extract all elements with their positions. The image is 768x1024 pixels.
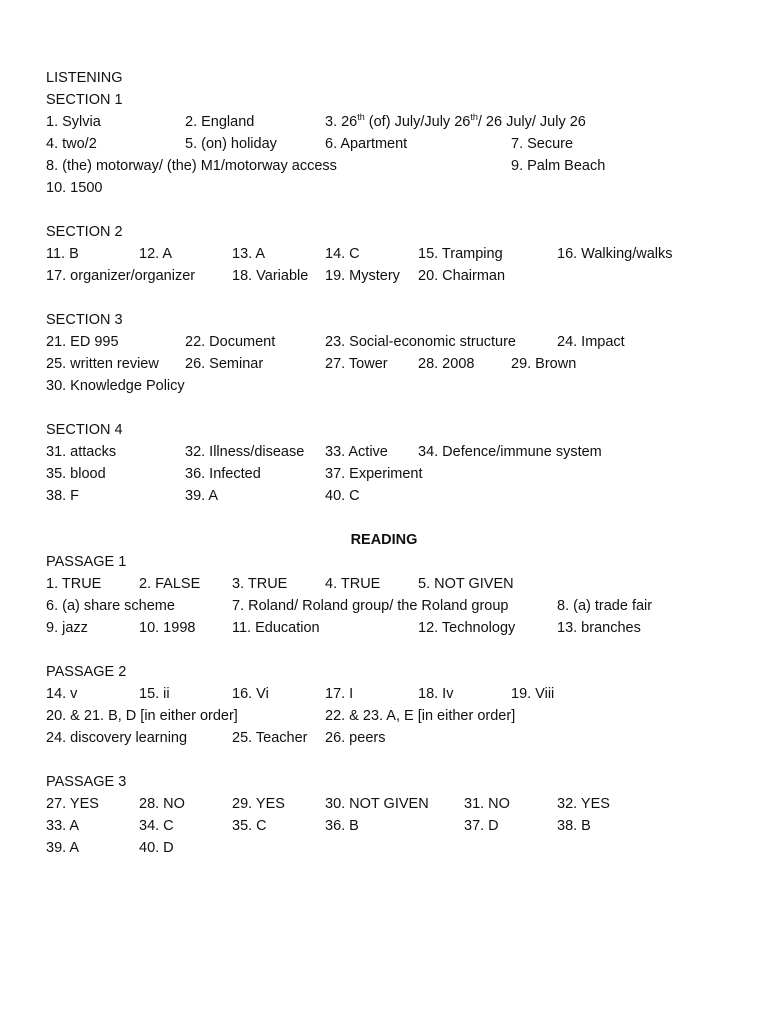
answer-15: 15. Tramping [418,246,503,262]
answer-25: 25. written review [46,356,159,372]
section-1-title: SECTION 1 [46,92,123,108]
reading-answer-5: 5. NOT GIVEN [418,576,514,592]
answer-5: 5. (on) holiday [185,136,277,152]
reading-answer-25: 25. Teacher [232,730,308,746]
answer-3-part-3: / 26 July/ July 26 [477,114,586,130]
reading-answer-17: 17. I [325,686,354,702]
answer-22: 22. Document [185,334,276,350]
section-1-row-3 [46,155,746,177]
answer-7: 7. Secure [511,136,574,152]
section-4-title: SECTION 4 [46,422,123,438]
section-4-row-2 [46,463,746,485]
answer-40: 40. C [325,488,360,504]
answer-34: 34. Defence/immune system [418,444,602,460]
answer-2: 2. England [185,114,255,130]
reading-answer-4: 4. TRUE [325,576,381,592]
reading-answer-16: 16. Vi [232,686,269,702]
reading-answer-2: 2. FALSE [139,576,201,592]
answer-12: 12. A [139,246,173,262]
reading-answer-24: 24. discovery learning [46,730,188,746]
section-1-row-4 [46,177,746,199]
answer-33: 33. Active [325,444,388,460]
answer-8: 8. (the) motorway/ (the) M1/motorway access [46,158,337,174]
reading-answer-36: 36. B [325,818,359,834]
answer-10: 10. 1500 [46,180,103,196]
answer-1: 1. Sylvia [46,114,101,130]
reading-answer-1: 1. TRUE [46,576,102,592]
answer-18: 18. Variable [232,268,309,284]
section-4-row-3 [46,485,746,507]
answer-28: 28. 2008 [418,356,475,372]
reading-answer-12: 12. Technology [418,620,516,636]
reading-title: READING [350,532,418,548]
section-1-row-1 [46,111,746,133]
passage-1-row-1 [46,573,746,595]
reading-answer-11: 11. Education [232,620,320,636]
reading-answer-31: 31. NO [464,796,510,812]
reading-answer-8: 8. (a) trade fair [557,598,653,614]
passage-2-row-1 [46,683,746,705]
passage-3-row-1 [46,793,746,815]
answer-19: 19. Mystery [325,268,400,284]
reading-answer-6: 6. (a) share scheme [46,598,175,614]
passage-3-row-2 [46,815,746,837]
answer-31: 31. attacks [46,444,117,460]
section-3-title: SECTION 3 [46,312,123,328]
section-1-row-2 [46,133,746,155]
answer-24: 24. Impact [557,334,625,350]
answer-3-part-2: (of) July/July 26 [364,114,471,130]
reading-answer-30: 30. NOT GIVEN [325,796,429,812]
answer-3 [325,111,586,133]
reading-answer-37: 37. D [464,818,499,834]
section-3-row-1 [46,331,746,353]
answer-3-sup-2: th [470,112,478,123]
reading-answer-27: 27. YES [46,796,99,812]
answer-35: 35. blood [46,466,106,482]
answer-23: 23. Social-economic structure [325,334,516,350]
answer-9: 9. Palm Beach [511,158,606,174]
passage-2-row-2 [46,705,746,727]
passage-2-title: PASSAGE 2 [46,664,127,680]
reading-answer-33: 33. A [46,818,80,834]
answer-30: 30. Knowledge Policy [46,378,185,394]
reading-answer-14: 14. v [46,686,78,702]
answer-16: 16. Walking/walks [557,246,673,262]
answer-29: 29. Brown [511,356,577,372]
reading-answer-19: 19. Viii [511,686,555,702]
reading-answer-39: 39. A [46,840,80,856]
reading-answer-35: 35. C [232,818,267,834]
section-2-row-1 [46,243,746,265]
reading-answer-26: 26. peers [325,730,386,746]
passage-2-row-3 [46,727,746,749]
reading-answer-28: 28. NO [139,796,185,812]
answer-21: 21. ED 995 [46,334,119,350]
answer-11: 11. B [46,246,79,262]
section-2-title: SECTION 2 [46,224,123,240]
reading-answer-9: 9. jazz [46,620,88,636]
listening-title: LISTENING [46,70,123,86]
reading-answer-20-21: 20. & 21. B, D [in either order] [46,708,238,724]
answer-20: 20. Chairman [418,268,506,284]
reading-answer-34: 34. C [139,818,174,834]
reading-answer-29: 29. YES [232,796,285,812]
reading-answer-7: 7. Roland/ Roland group/ the Roland group [232,598,509,614]
passage-1-row-2 [46,595,746,617]
reading-answer-40: 40. D [139,840,174,856]
answer-13: 13. A [232,246,266,262]
reading-answer-18: 18. Iv [418,686,454,702]
answer-38: 38. F [46,488,80,504]
reading-answer-13: 13. branches [557,620,641,636]
answer-17: 17. organizer/organizer [46,268,196,284]
section-3-row-2 [46,353,746,375]
reading-answer-32: 32. YES [557,796,610,812]
answer-3-part-1: 3. 26 [325,114,358,130]
passage-3-row-3 [46,837,746,859]
passage-3-title: PASSAGE 3 [46,774,127,790]
section-4-row-1 [46,441,746,463]
answer-36: 36. Infected [185,466,261,482]
passage-1-title: PASSAGE 1 [46,554,127,570]
reading-answer-15: 15. ii [139,686,170,702]
answer-4: 4. two/2 [46,136,97,152]
answer-27: 27. Tower [325,356,388,372]
reading-answer-10: 10. 1998 [139,620,196,636]
reading-answer-3: 3. TRUE [232,576,288,592]
reading-answer-22-23: 22. & 23. A, E [in either order] [325,708,516,724]
answer-37: 37. Experiment [325,466,423,482]
answer-39: 39. A [185,488,219,504]
answer-26: 26. Seminar [185,356,264,372]
answer-32: 32. Illness/disease [185,444,305,460]
passage-1-row-3 [46,617,746,639]
answer-14: 14. C [325,246,360,262]
answer-6: 6. Apartment [325,136,408,152]
section-3-row-3 [46,375,746,397]
section-2-row-2 [46,265,746,287]
reading-answer-38: 38. B [557,818,591,834]
answer-3-sup-1: th [357,112,365,123]
